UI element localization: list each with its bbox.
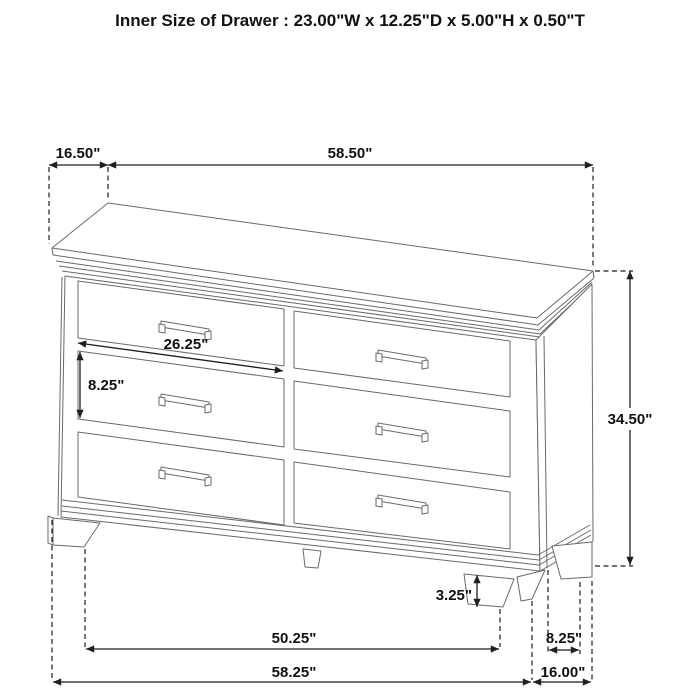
dim-label-front-span: 50.25": [271, 630, 317, 647]
dim-label-drawer-width: 26.25": [163, 336, 209, 353]
diagram-title: Inner Size of Drawer : 23.00"W x 12.25"D x 5.00"H x 0.50"T: [115, 11, 585, 30]
dim-label-top-width: 58.50": [327, 145, 373, 162]
dim-base-depth: [533, 664, 591, 682]
dim-label-base-depth: 16.00": [540, 664, 586, 681]
foot-center: [303, 549, 321, 568]
dim-label-overall-height: 34.50": [607, 411, 653, 428]
dim-label-foot-height: 3.25": [435, 587, 472, 604]
dim-label-drawer-height: 8.25": [88, 377, 125, 394]
dim-label-top-depth: 16.50": [55, 145, 101, 162]
dim-label-rear-foot-depth: 8.25": [545, 630, 583, 647]
dim-label-base-width: 58.25": [271, 664, 317, 681]
